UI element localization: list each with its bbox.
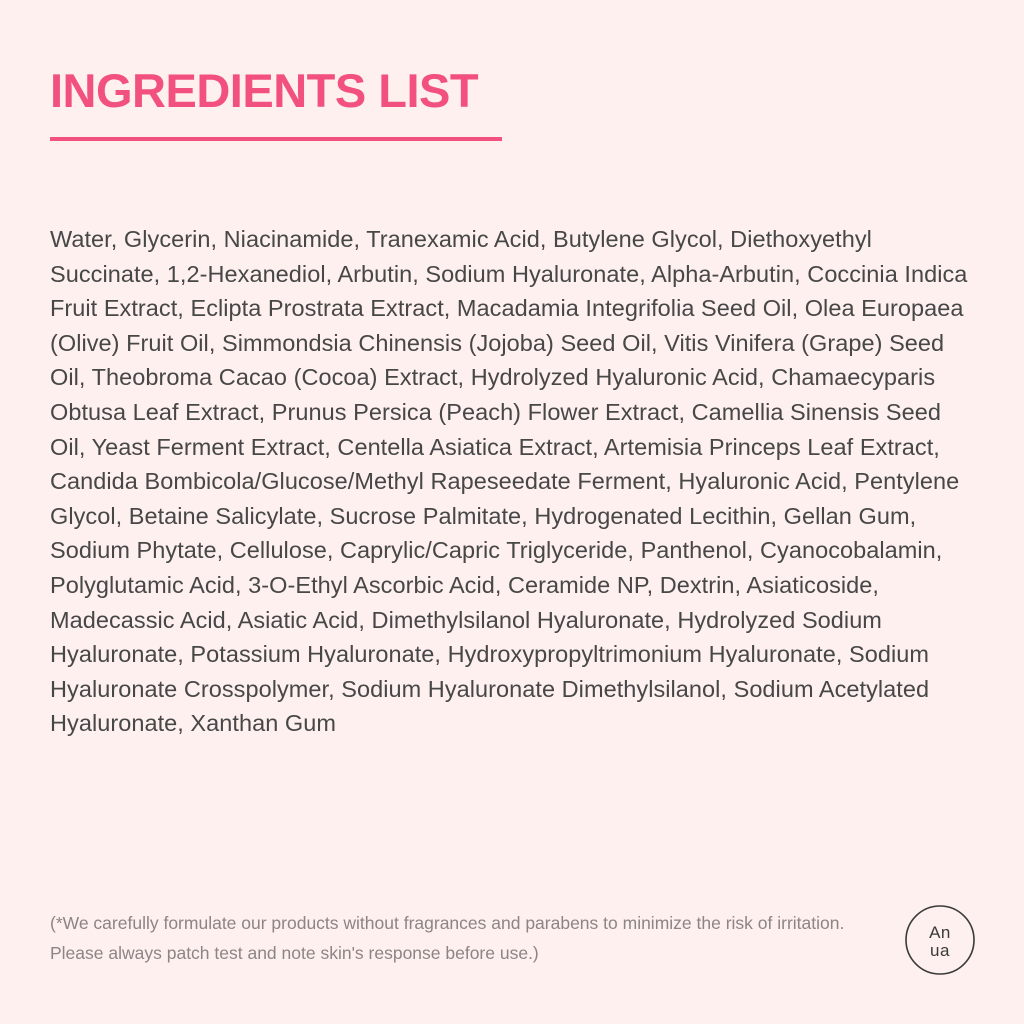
footnote-text: (*We carefully formulate our products without fragrances and parabens to minimize the risk of irritation. Please always patch test and note skin's response before use.): [50, 913, 845, 963]
page-title: INGREDIENTS LIST: [50, 64, 479, 117]
anua-logo-line2: ua: [930, 941, 950, 960]
anua-logo: [904, 904, 976, 976]
anua-logo-line1: An: [929, 923, 951, 942]
ingredients-paragraph: Water, Glycerin, Niacinamide, Tranexamic Acid, Butylene Glycol, Diethoxyethyl Succinate, 1,2-Hexanediol, Arbutin, Sodium Hyaluronate, Alpha-Arbutin, Coccinia Indica Fruit Extract, Eclipta Prostrata Extract, Macadamia Integrifolia Seed Oil, Olea Europaea (Olive) Fruit Oil, Simmondsia Chinensis (Jojoba) Seed Oil, Vitis Vinifera (Grape) Seed Oil, Theobroma Cacao (Cocoa) Extract, Hydrolyzed Hyaluronic Acid, Chamaecyparis Obtusa Leaf Extract, Prunus Persica (Peach) Flower Extract, Camellia Sinensis Seed Oil, Yeast Ferment Extract, Centella Asiatica Extract, Artemisia Princeps Leaf Extract, Candida Bombicola/Glucose/Methyl Rapeseedate Ferment, Hyaluronic Acid, Pentylene Glycol, Betaine Salicylate, Sucrose Palmitate, Hydrogenated Lecithin, Gellan Gum, Sodium Phytate, Cellulose, Caprylic/Capric Triglyceride, Panthenol, Cyanocobalamin, Polyglutamic Acid, 3-O-Ethyl Ascorbic Acid, Ceramide NP, Dextrin, Asiaticoside, Madecassic Acid, Asiatic Acid, Dimethylsilanol Hyaluronate, Hydrolyzed Sodium Hyaluronate, Potassium Hyaluronate, Hydroxypropyltrimonium Hyaluronate, Sodium Hyaluronate Crosspolymer, Sodium Hyaluronate Dimethylsilanol, Sodium Acetylated Hyaluronate, Xanthan Gum: [50, 226, 968, 737]
title-underline: [50, 137, 502, 141]
title-block: [50, 66, 510, 141]
